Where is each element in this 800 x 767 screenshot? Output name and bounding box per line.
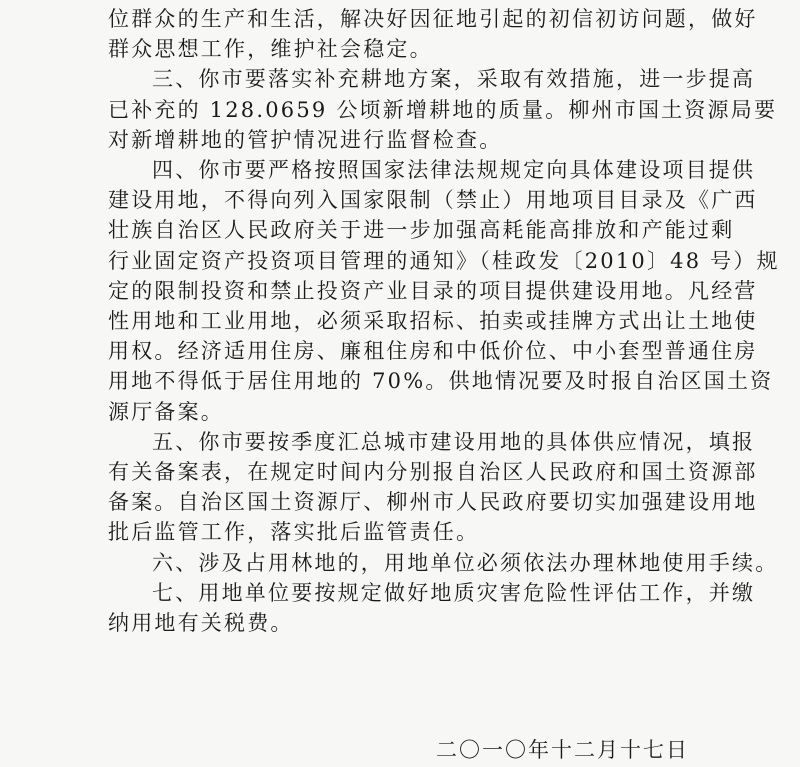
paragraph-4-line-1: 四、你市要严格按照国家法律法规规定向具体建设项目提供 (152, 158, 756, 183)
text-line-17: 备案。自治区国土资源厅、柳州市人民政府要切实加强建设用地 (108, 490, 758, 515)
text-line-16: 有关备案表，在规定时间内分别报自治区人民政府和国土资源部 (108, 460, 758, 485)
text-line-7: 建设用地，不得向列入国家限制（禁止）用地项目目录及《广西 (108, 188, 758, 213)
text-line-18: 批后监管工作，落实批后监管责任。 (108, 520, 480, 545)
text-line-21: 纳用地有关税费。 (108, 611, 294, 636)
paragraph-5-line-1: 五、你市要按季度汇总城市建设用地的具体供应情况，填报 (152, 429, 756, 454)
text-line-1: 位群众的生产和生活，解决好因征地引起的初信初访问题，做好 (108, 7, 758, 31)
text-line-4: 已补充的 128.0659 公顷新增耕地的质量。柳州市国土资源局要 (108, 97, 778, 122)
paragraph-3-line-1: 三、你市要落实补充耕地方案，采取有效措施，进一步提高 (152, 67, 756, 92)
document-date: 二〇一〇年十二月十七日 (436, 738, 689, 762)
text-line-5: 对新增耕地的管护情况进行监督检查。 (108, 127, 503, 152)
text-line-14: 源厅备案。 (108, 399, 224, 424)
text-line-8: 壮族自治区人民政府关于进一步加强高耗能高排放和产能过剩 (108, 218, 735, 243)
text-line-10: 定的限制投资和禁止投资产业目录的项目提供建设用地。凡经营 (108, 278, 758, 303)
text-line-12: 用权。经济适用住房、廉租住房和中低价位、中小套型普通住房 (108, 339, 758, 364)
text-line-9: 行业固定资产投资项目管理的通知》（桂政发〔2010〕48 号）规 (108, 248, 780, 273)
text-line-2: 群众思想工作，维护社会稳定。 (108, 37, 433, 62)
text-line-13: 用地不得低于居住用地的 70%。供地情况要及时报自治区国土资 (108, 369, 774, 394)
paragraph-7-line-1: 七、用地单位要按规定做好地质灾害危险性评估工作，并缴 (152, 580, 756, 605)
paragraph-6-line-1: 六、涉及占用林地的，用地单位必须依法办理林地使用手续。 (152, 550, 779, 575)
text-line-11: 性用地和工业用地，必须采取招标、拍卖或挂牌方式出让土地使 (108, 309, 758, 334)
